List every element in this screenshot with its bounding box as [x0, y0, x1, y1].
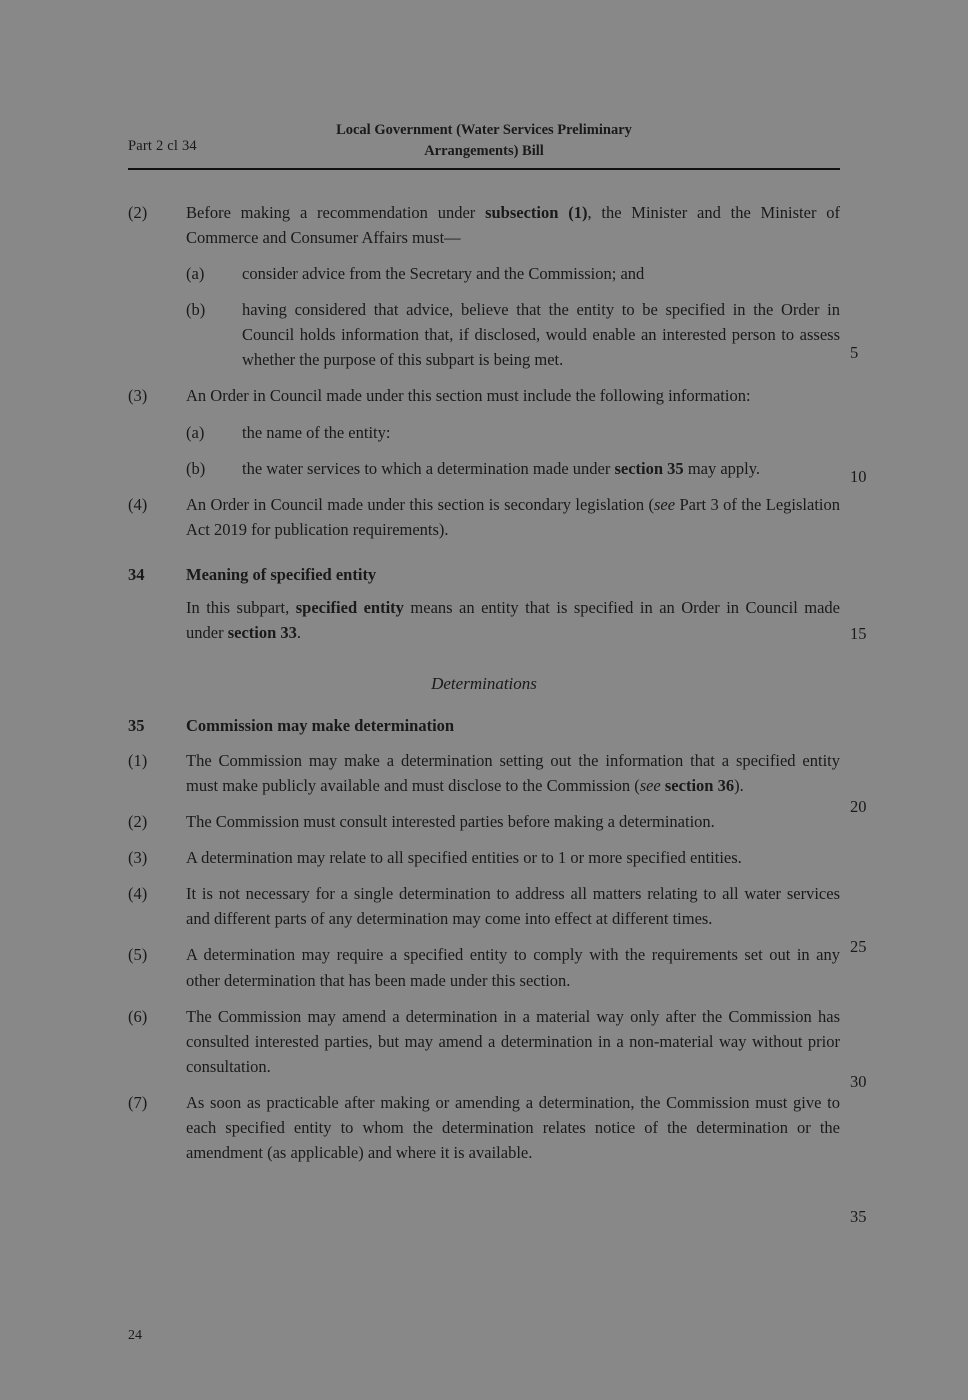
clause-text	[186, 595, 840, 645]
clause-number: (3)	[128, 386, 148, 406]
clause-text-part: The Commission may make a determination setting out the information that a specified entity must make publicly available and must disclose to the Commission (	[186, 751, 840, 796]
defined-term-specified-entity: specified entity	[295, 597, 404, 617]
page-number: 24	[128, 1328, 142, 1343]
clause-text: An Order in Council made under this section must include the following information:	[186, 386, 751, 406]
clause-number: (2)	[128, 203, 148, 222]
clause-text: It is not necessary for a single determination to address all matters relating to all water services and different parts of any determination may come into effect at different times.	[186, 884, 840, 929]
clause-text: the name of the entity:	[242, 422, 391, 442]
clause-number: (3)	[128, 848, 148, 868]
cross-reference-section-33: section 33	[227, 623, 297, 643]
clause-35-6	[128, 1004, 840, 1079]
header-bill-title	[128, 120, 840, 162]
clause-text-part: the water services to which a determination made under	[242, 458, 615, 478]
clause-text: As soon as practicable after making or amending a determination, the Commission must give to each specified entity to whom the determination relates notice of the determination or the amendment (as applicable) and where it is available.	[186, 1092, 840, 1163]
cross-reference-section-36: section 36	[660, 776, 735, 796]
clause-number: (5)	[128, 945, 148, 965]
clause-35-4	[128, 881, 840, 931]
clause-number: (4)	[128, 494, 148, 514]
clause-text-part: may apply.	[683, 458, 761, 478]
see-italic: see	[654, 494, 676, 514]
clause-3a	[128, 420, 840, 445]
cross-reference-subsection-1: subsection (1)	[485, 203, 588, 222]
clause-text: The Commission must consult interested parties before making a determination.	[186, 812, 715, 832]
clause-text	[186, 748, 840, 798]
clause-number: (7)	[128, 1092, 148, 1112]
clause-35-5	[128, 942, 840, 992]
line-number: 30	[850, 1072, 867, 1091]
header-part-reference: Part 2 cl 34	[128, 138, 197, 154]
line-number: 35	[850, 1207, 867, 1226]
clause-2a	[128, 261, 840, 286]
line-number: 15	[850, 624, 867, 643]
clause-35-3	[128, 845, 840, 870]
clause-3b	[128, 456, 840, 481]
section-34-body	[128, 595, 840, 645]
clause-35-7	[128, 1090, 840, 1165]
clause-text	[186, 492, 840, 542]
clause-number: (6)	[128, 1006, 148, 1026]
clause-text	[186, 200, 840, 250]
see-italic: see	[639, 776, 661, 796]
clause-2b	[128, 297, 840, 372]
clause-number: (b)	[186, 300, 206, 320]
line-number: 10	[850, 467, 867, 486]
section-35-heading	[128, 713, 840, 738]
clause-text: A determination may relate to all specified entities or to 1 or more specified entities.	[186, 848, 742, 868]
clause-number: (4)	[128, 884, 148, 904]
section-heading-text: Commission may make determination	[186, 715, 455, 735]
line-number: 25	[850, 937, 867, 956]
header-title-line-1: Local Government (Water Services Preliminary	[336, 122, 632, 138]
crosshead-determinations: Determinations	[431, 674, 537, 694]
clause-number: (a)	[186, 422, 205, 442]
section-number: 34	[128, 564, 145, 584]
clause-text-part: Part 3 of the Legislation Act 2019 for publication requirements).	[186, 494, 841, 539]
clause-text-part: , the Minister and the Minister of Commerce and Consumer Affairs must—	[186, 203, 840, 248]
header-rule	[128, 168, 840, 170]
clause-3	[128, 383, 840, 408]
document-body	[128, 200, 867, 1226]
clause-35-1	[128, 748, 840, 798]
clause-text-part: .	[296, 623, 302, 643]
section-number: 35	[128, 715, 145, 735]
clause-text: A determination may require a specified entity to comply with the requirements set out in any other determination that has been made under this section.	[186, 945, 840, 990]
clause-text: The Commission may amend a determination in a material way only after the Commission has consulted interested parties, but may amend a determination in a non-material way without prior consultation.	[186, 1006, 840, 1076]
clause-text	[242, 456, 840, 481]
line-number: 5	[850, 343, 859, 362]
line-number: 20	[850, 797, 867, 816]
cross-reference-section-35: section 35	[614, 458, 684, 478]
section-34-heading	[128, 562, 840, 587]
clause-number: (1)	[128, 751, 148, 770]
clause-text-part: Before making a recommendation under	[186, 203, 486, 222]
clause-number: (a)	[186, 264, 205, 284]
line-number-column	[850, 200, 886, 1226]
clause-text-part: ).	[734, 776, 744, 796]
page-header	[128, 120, 840, 162]
clause-text-part: means an entity that is specified in an Order in Council made under	[186, 597, 840, 643]
clause-text-part: In this subpart,	[186, 597, 296, 617]
clause-2	[128, 200, 840, 250]
clause-35-2	[128, 809, 840, 834]
header-title-line-2: Arrangements) Bill	[424, 143, 544, 160]
clause-text-part: An Order in Council made under this section is secondary legislation (	[186, 494, 655, 514]
clause-number: (2)	[128, 812, 148, 832]
clause-text: consider advice from the Secretary and the Commission; and	[242, 264, 645, 284]
section-heading-text: Meaning of specified entity	[186, 564, 377, 584]
clause-text: having considered that advice, believe that the entity to be specified in the Order in Council holds information that, if disclosed, would enable an interested person to assess whether the purpose of this subpart is being met.	[242, 300, 840, 370]
clause-number: (b)	[186, 458, 206, 478]
clause-4	[128, 492, 840, 542]
